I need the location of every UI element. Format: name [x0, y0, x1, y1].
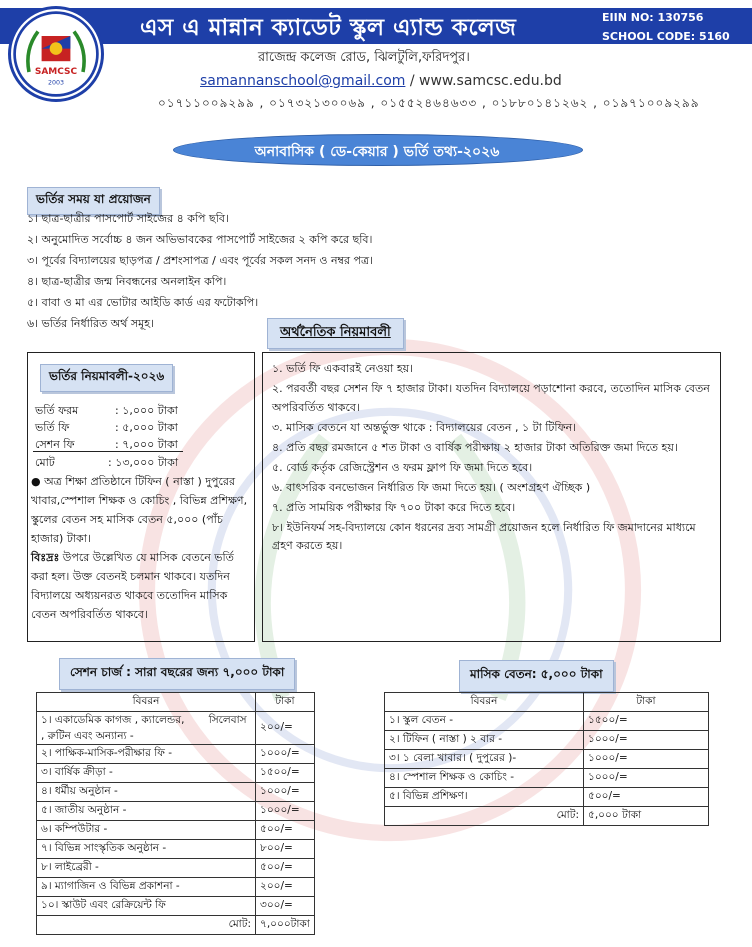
row-amount: ১০০০/= — [584, 750, 709, 769]
note-text-2: উপরে উল্লেখিত যে মাসিক বেতনে ভর্তি করা হল। উক্ত বেতনই চলমান থাকবে। যতদিন বিদ্যালয়ে অধ্যয়নরত থাকবে ততোদিন মাসিক বেতন অপরিবর্তিত থাকবে। — [31, 551, 234, 621]
list-item: ৩। পূর্বের বিদ্যালয়ের ছাড়পত্র / প্রশংসাপত্র / এবং পূর্বের সকল সনদ ও নম্বর পত্র। — [27, 254, 374, 267]
col-amount-header: টাকা — [584, 693, 709, 712]
list-item: ৮। ইউনিফর্ম সহ-বিদ্যালয়ে কোন ধরনের দ্রব্য সামগ্রী প্রয়োজন হলে নির্ধারিত ফি জমাদানের মাধ্যমে গ্রহণ করতে হয়। — [272, 520, 696, 552]
total-value: ৫,০০০ টাকা — [584, 807, 709, 826]
fee-value: : ৭,০০০ টাকা — [115, 438, 178, 451]
monthly-fee-heading: মাসিক বেতন: ৫,০০০ টাকা — [459, 660, 614, 692]
table-row — [37, 783, 315, 802]
list-item: ৬. বাৎসরিক বনভোজন নির্ধারিত ফি জমা দিতে হয়। ( অংশগ্রহণ ঐচ্ছিক ) — [272, 480, 591, 494]
table-row — [37, 764, 315, 783]
list-item: ১। ছাত্র-ছাত্রীর পাসপোর্ট সাইজের ৪ কপি ছবি। — [27, 212, 229, 225]
total-label: মোট: — [37, 916, 256, 935]
phone-numbers: ০১৭১১০০৯২৯৯ , ০১৭৩২১৩০০৬৯ , ০১৫৫২৪৬৪৬৩৩ , ০১৮৮০১৪১২৬২ , ০১৯৭১০০৯২৯৯ — [158, 96, 700, 110]
row-item: ৩। বার্ষিক ক্রীড়া - — [37, 764, 256, 783]
logo-year: 2003 — [47, 79, 65, 87]
page-title: অনাবাসিক ( ডে-কেয়ার ) ভর্তি তথ্য-২০২৬ — [254, 144, 500, 160]
row-amount: ১০০০/= — [584, 731, 709, 750]
list-item: ২। অনুমোদিত সর্বোচ্চ ৪ জন অভিভাবকের পাসপোর্ট সাইজের ২ কপি করে ছবি। — [27, 233, 373, 246]
list-item: ২. পরবর্তী বছর সেশন ফি ৭ হাজার টাকা। যতদিন বিদ্যালয়ে পড়াশোনা করবে, ততোদিন মাসিক বেতন অপরিবর্তিত থাকবে। — [272, 382, 710, 414]
eiin-number: EIIN NO: 130756 — [602, 11, 704, 24]
table-header-row — [37, 693, 315, 712]
total-label: মোট: — [385, 807, 584, 826]
list-item: ৩. মাসিক বেতনে যা অন্তর্ভুক্ত থাকে : বিদ্যালয়ের বেতন , ১ টা টিফিন। — [272, 420, 577, 434]
fee-label: ভর্তি ফরম — [35, 404, 79, 417]
list-item: ৫। বাবা ও মা এর ভোটার আইডি কার্ড এর ফটোকপি। — [27, 296, 259, 309]
website-text[interactable]: / www.samcsc.edu.bd — [405, 73, 562, 89]
admission-note — [31, 472, 249, 624]
col-item-header: বিবরন — [385, 693, 584, 712]
table-total-row — [37, 916, 315, 935]
table-total-row — [385, 807, 709, 826]
email-link[interactable]: samannanschool@gmail.com — [200, 73, 406, 89]
table-row — [37, 897, 315, 916]
contact-line — [200, 73, 562, 89]
total-value: ৭,০০০টাকা — [256, 916, 315, 935]
fee-total-value: : ১৩,০০০ টাকা — [108, 456, 179, 469]
table-header-row — [385, 693, 709, 712]
table-row — [37, 745, 315, 764]
row-item: ৪। ধর্মীয় অনুষ্ঠান - — [37, 783, 256, 802]
row-item: ৬। কম্পিউটার - — [37, 821, 256, 840]
row-amount: ২০০/= — [256, 712, 315, 745]
row-amount: ১০০০/= — [256, 802, 315, 821]
row-amount: ৫০০/= — [256, 821, 315, 840]
financial-rules-list — [272, 360, 714, 557]
row-amount: ৫০০/= — [256, 859, 315, 878]
fee-total-label: মোট — [35, 456, 55, 469]
logo-text: SAMCSC — [34, 66, 78, 77]
list-item: ১. ভর্তি ফি একবারই নেওয়া হয়। — [272, 362, 414, 375]
row-item: ১। একাডেমিক কাগজ , ক্যালেন্ডর, সিলেবাস , রুটিন এবং অন্যান্য - — [37, 712, 256, 745]
table-row — [385, 769, 709, 788]
monthly-fee-table — [384, 692, 709, 826]
row-item: ৫। জাতীয় অনুষ্ঠান - — [37, 802, 256, 821]
list-item: ৬। ভর্তির নির্ধারিত অর্থ সমূহ। — [27, 317, 154, 330]
fee-value: : ৫,০০০ টাকা — [115, 421, 178, 434]
school-name: এস এ মান্নান ক্যাডেট স্কুল এ্যান্ড কলেজ — [140, 15, 517, 41]
list-item: ৫. বোর্ড কর্তৃক রেজিস্ট্রেশন ও ফরম ফ্লাপ ফি জমা দিতে হবে। — [272, 460, 533, 474]
row-amount: ১০০০/= — [584, 769, 709, 788]
school-address: রাজেন্দ্র কলেজ রোড, ঝিলটুলি,ফরিদপুর। — [258, 50, 470, 65]
table-row — [37, 802, 315, 821]
requirements-list — [27, 208, 507, 334]
row-amount: ৫০০/= — [584, 788, 709, 807]
row-amount: ১৫০০/= — [584, 712, 709, 731]
row-amount: ৩০০/= — [256, 897, 315, 916]
bullet-icon: ● — [31, 475, 41, 488]
requirements-heading: ভর্তির সময় যা প্রয়োজন — [27, 187, 160, 215]
table-row — [385, 712, 709, 731]
financial-heading: অর্থনৈতিক নিয়মাবলী — [267, 318, 404, 349]
row-item: ৩। ১ বেলা খাবার। ( দুপুরের )- — [385, 750, 584, 769]
row-item: ২। পাক্ষিক-মাসিক-পরীক্ষার ফি - — [37, 745, 256, 764]
row-amount: ১০০০/= — [256, 783, 315, 802]
table-row — [37, 859, 315, 878]
row-item: ৯। ম্যাগাজিন ও বিভিন্ন প্রকাশনা - — [37, 878, 256, 897]
session-charge-table — [36, 692, 315, 935]
table-row — [37, 840, 315, 859]
fee-label: সেশন ফি — [35, 438, 75, 451]
session-charge-heading: সেশন চার্জ : সারা বছরের জন্য ৭,০০০ টাকা — [59, 658, 295, 690]
note-label: বিঃদ্রঃ — [31, 551, 60, 564]
table-row — [385, 750, 709, 769]
row-item: ৫। বিভিন্ন প্রশিক্ষণ। — [385, 788, 584, 807]
table-row — [37, 878, 315, 897]
table-row — [385, 731, 709, 750]
fee-label: ভর্তি ফি — [35, 421, 70, 434]
total-divider — [33, 451, 183, 452]
row-amount: ১০০০/= — [256, 745, 315, 764]
row-amount: ১৫০০/= — [256, 764, 315, 783]
note-text: অত্র শিক্ষা প্রতিষ্ঠানে টিফিন ( নাস্তা ) দুপুরের খাবার,স্পেশাল শিক্ষক ও কোচিং , বিভিন্ন প্রশিক্ষণ, স্কুলের বেতন সহ মাসিক বেতন ৫,০০০ (পাঁচ হাজার) টাকা। — [31, 475, 248, 545]
col-amount-header: টাকা — [256, 693, 315, 712]
row-item: ৭। বিভিন্ন সাংস্কৃতিক অনুষ্ঠান - — [37, 840, 256, 859]
table-row — [37, 712, 315, 745]
school-code: SCHOOL CODE: 5160 — [602, 30, 730, 43]
row-item: ৮। লাইব্রেরী - — [37, 859, 256, 878]
list-item: ৭. প্রতি সাময়িক পরীক্ষার ফি ৭০০ টাকা করে দিতে হবে। — [272, 500, 516, 514]
fee-value: : ১,০০০ টাকা — [115, 404, 178, 417]
school-logo — [8, 6, 104, 102]
table-row — [385, 788, 709, 807]
col-item-header: বিবরন — [37, 693, 256, 712]
row-item: ১। স্কুল বেতন - — [385, 712, 584, 731]
admission-rules-heading: ভর্তির নিয়মাবলী-২০২৬ — [40, 364, 173, 392]
row-item: ৪। স্পেশাল শিক্ষক ও কোচিং - — [385, 769, 584, 788]
table-row — [37, 821, 315, 840]
row-item: ২। টিফিন ( নাস্তা ) ২ বার - — [385, 731, 584, 750]
list-item: ৪। ছাত্র-ছাত্রীর জন্ম নিবন্ধনের অনলাইন কপি। — [27, 275, 227, 288]
row-amount: ৮০০/= — [256, 840, 315, 859]
row-amount: ২০০/= — [256, 878, 315, 897]
row-item: ১০। স্কাউট এবং রেক্রিয়েন্ট ফি — [37, 897, 256, 916]
list-item: ৪. প্রতি বছর রমজানে ৫ শত টাকা ও বার্ষিক পরীক্ষায় ২ হাজার টাকা অতিরিক্ত জমা দিতে হয়। — [272, 440, 678, 454]
